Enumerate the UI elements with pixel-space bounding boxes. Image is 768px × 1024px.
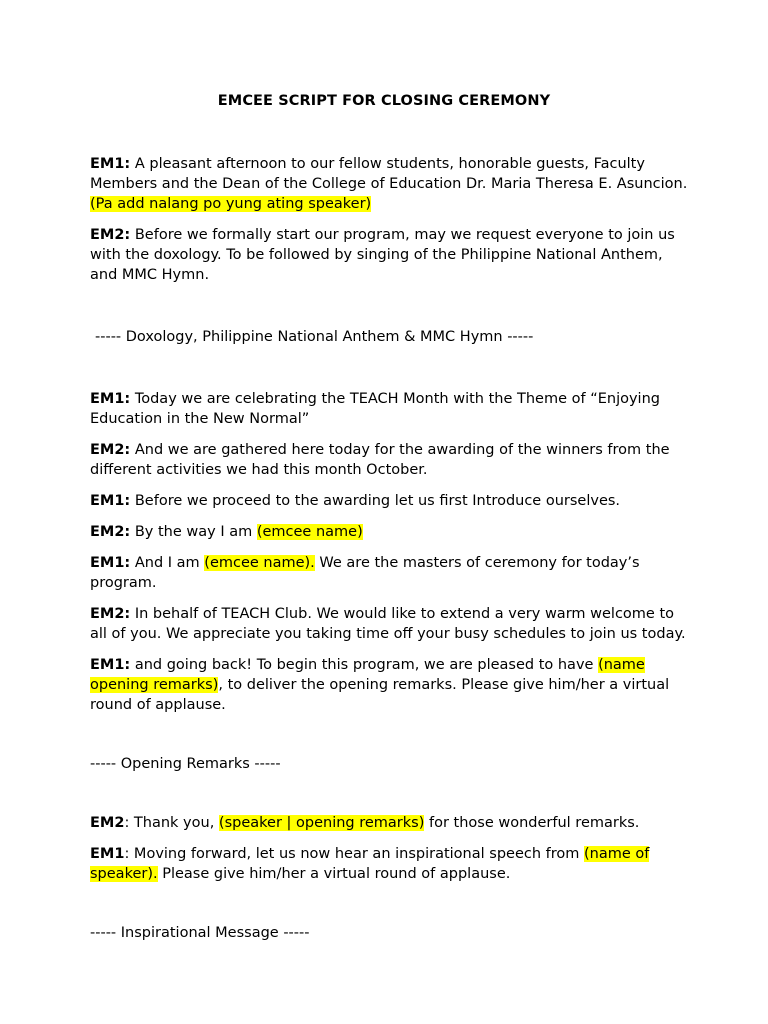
paragraph-em1-introduce	[90, 491, 690, 511]
speaker-label: EM1:	[90, 391, 131, 407]
highlighted-placeholder: (name of speaker).	[90, 846, 650, 882]
paragraph-em1-opening	[90, 655, 690, 715]
paragraph-text-after: for those wonderful remarks.	[424, 815, 640, 831]
speaker-label: EM1	[90, 846, 125, 862]
spacer	[90, 296, 690, 327]
paragraph-text: By the way I am	[130, 524, 257, 540]
highlighted-placeholder: (emcee name)	[256, 524, 363, 540]
paragraph-em1-inspirational	[90, 844, 690, 884]
paragraph-em2-doxology	[90, 225, 690, 285]
paragraph-em1-theme	[90, 389, 690, 429]
paragraph-em2-thanks	[90, 813, 690, 833]
paragraph-text: A pleasant afternoon to our fellow students, honorable guests, Faculty Members and the Dean of the College of Education Dr. Maria Theresa E. Asuncion.	[90, 156, 688, 192]
document-body	[90, 154, 690, 954]
highlighted-placeholder: (Pa add nalang po yung ating speaker)	[90, 196, 372, 212]
spacer	[90, 895, 690, 923]
document-title: EMCEE SCRIPT FOR CLOSING CEREMONY	[217, 93, 551, 109]
paragraph-text: Before we formally start our program, may we request everyone to join us with the doxology. To be followed by singing of the Philippine National Anthem, and MMC Hymn.	[90, 227, 675, 283]
highlighted-placeholder: (speaker | opening remarks)	[218, 815, 425, 831]
speaker-label: EM1:	[90, 657, 131, 673]
paragraph-em2-awarding	[90, 440, 690, 480]
paragraph-em1-greeting	[90, 154, 690, 214]
separator-inspirational-message: ----- Inspirational Message -----	[90, 925, 310, 941]
paragraph-text-after: , to deliver the opening remarks. Please give him/her a virtual round of applause.	[90, 677, 670, 713]
paragraph-em2-welcome	[90, 604, 690, 644]
separator-doxology: ----- Doxology, Philippine National Anthem & MMC Hymn -----	[95, 329, 534, 345]
speaker-label: EM2:	[90, 442, 131, 458]
paragraph-text: and going back! To begin this program, we are pleased to have	[130, 657, 599, 673]
paragraph-text: Today we are celebrating the TEACH Month with the Theme of “Enjoying Education in the New Normal”	[90, 391, 660, 427]
spacer	[90, 785, 690, 813]
paragraph-text: : Moving forward, let us now hear an inspirational speech from	[124, 846, 584, 862]
speaker-label: EM2	[90, 815, 125, 831]
paragraph-em1-name	[90, 553, 690, 593]
speaker-label: EM2:	[90, 227, 131, 243]
separator-opening-remarks: ----- Opening Remarks -----	[90, 756, 281, 772]
highlighted-placeholder: (emcee name).	[204, 555, 315, 571]
paragraph-text: And I am	[130, 555, 205, 571]
speaker-label: EM1:	[90, 493, 131, 509]
paragraph-text: In behalf of TEACH Club. We would like to extend a very warm welcome to all of you. We appreciate you taking time off your busy schedules to join us today.	[90, 606, 686, 642]
paragraph-text: And we are gathered here today for the awarding of the winners from the different activities we had this month October.	[90, 442, 670, 478]
highlighted-placeholder: (name opening remarks)	[90, 657, 645, 693]
paragraph-text-after: We are the masters of ceremony for today’s program.	[90, 555, 640, 591]
speaker-label: EM1:	[90, 555, 131, 571]
spacer	[90, 358, 690, 389]
spacer	[90, 726, 690, 754]
paragraph-text: Before we proceed to the awarding let us first Introduce ourselves.	[130, 493, 621, 509]
speaker-label: EM2:	[90, 524, 131, 540]
speaker-label: EM1:	[90, 156, 131, 172]
paragraph-text-after: Please give him/her a virtual round of applause.	[157, 866, 511, 882]
paragraph-em2-name	[90, 522, 690, 542]
paragraph-text: : Thank you,	[124, 815, 219, 831]
speaker-label: EM2:	[90, 606, 131, 622]
